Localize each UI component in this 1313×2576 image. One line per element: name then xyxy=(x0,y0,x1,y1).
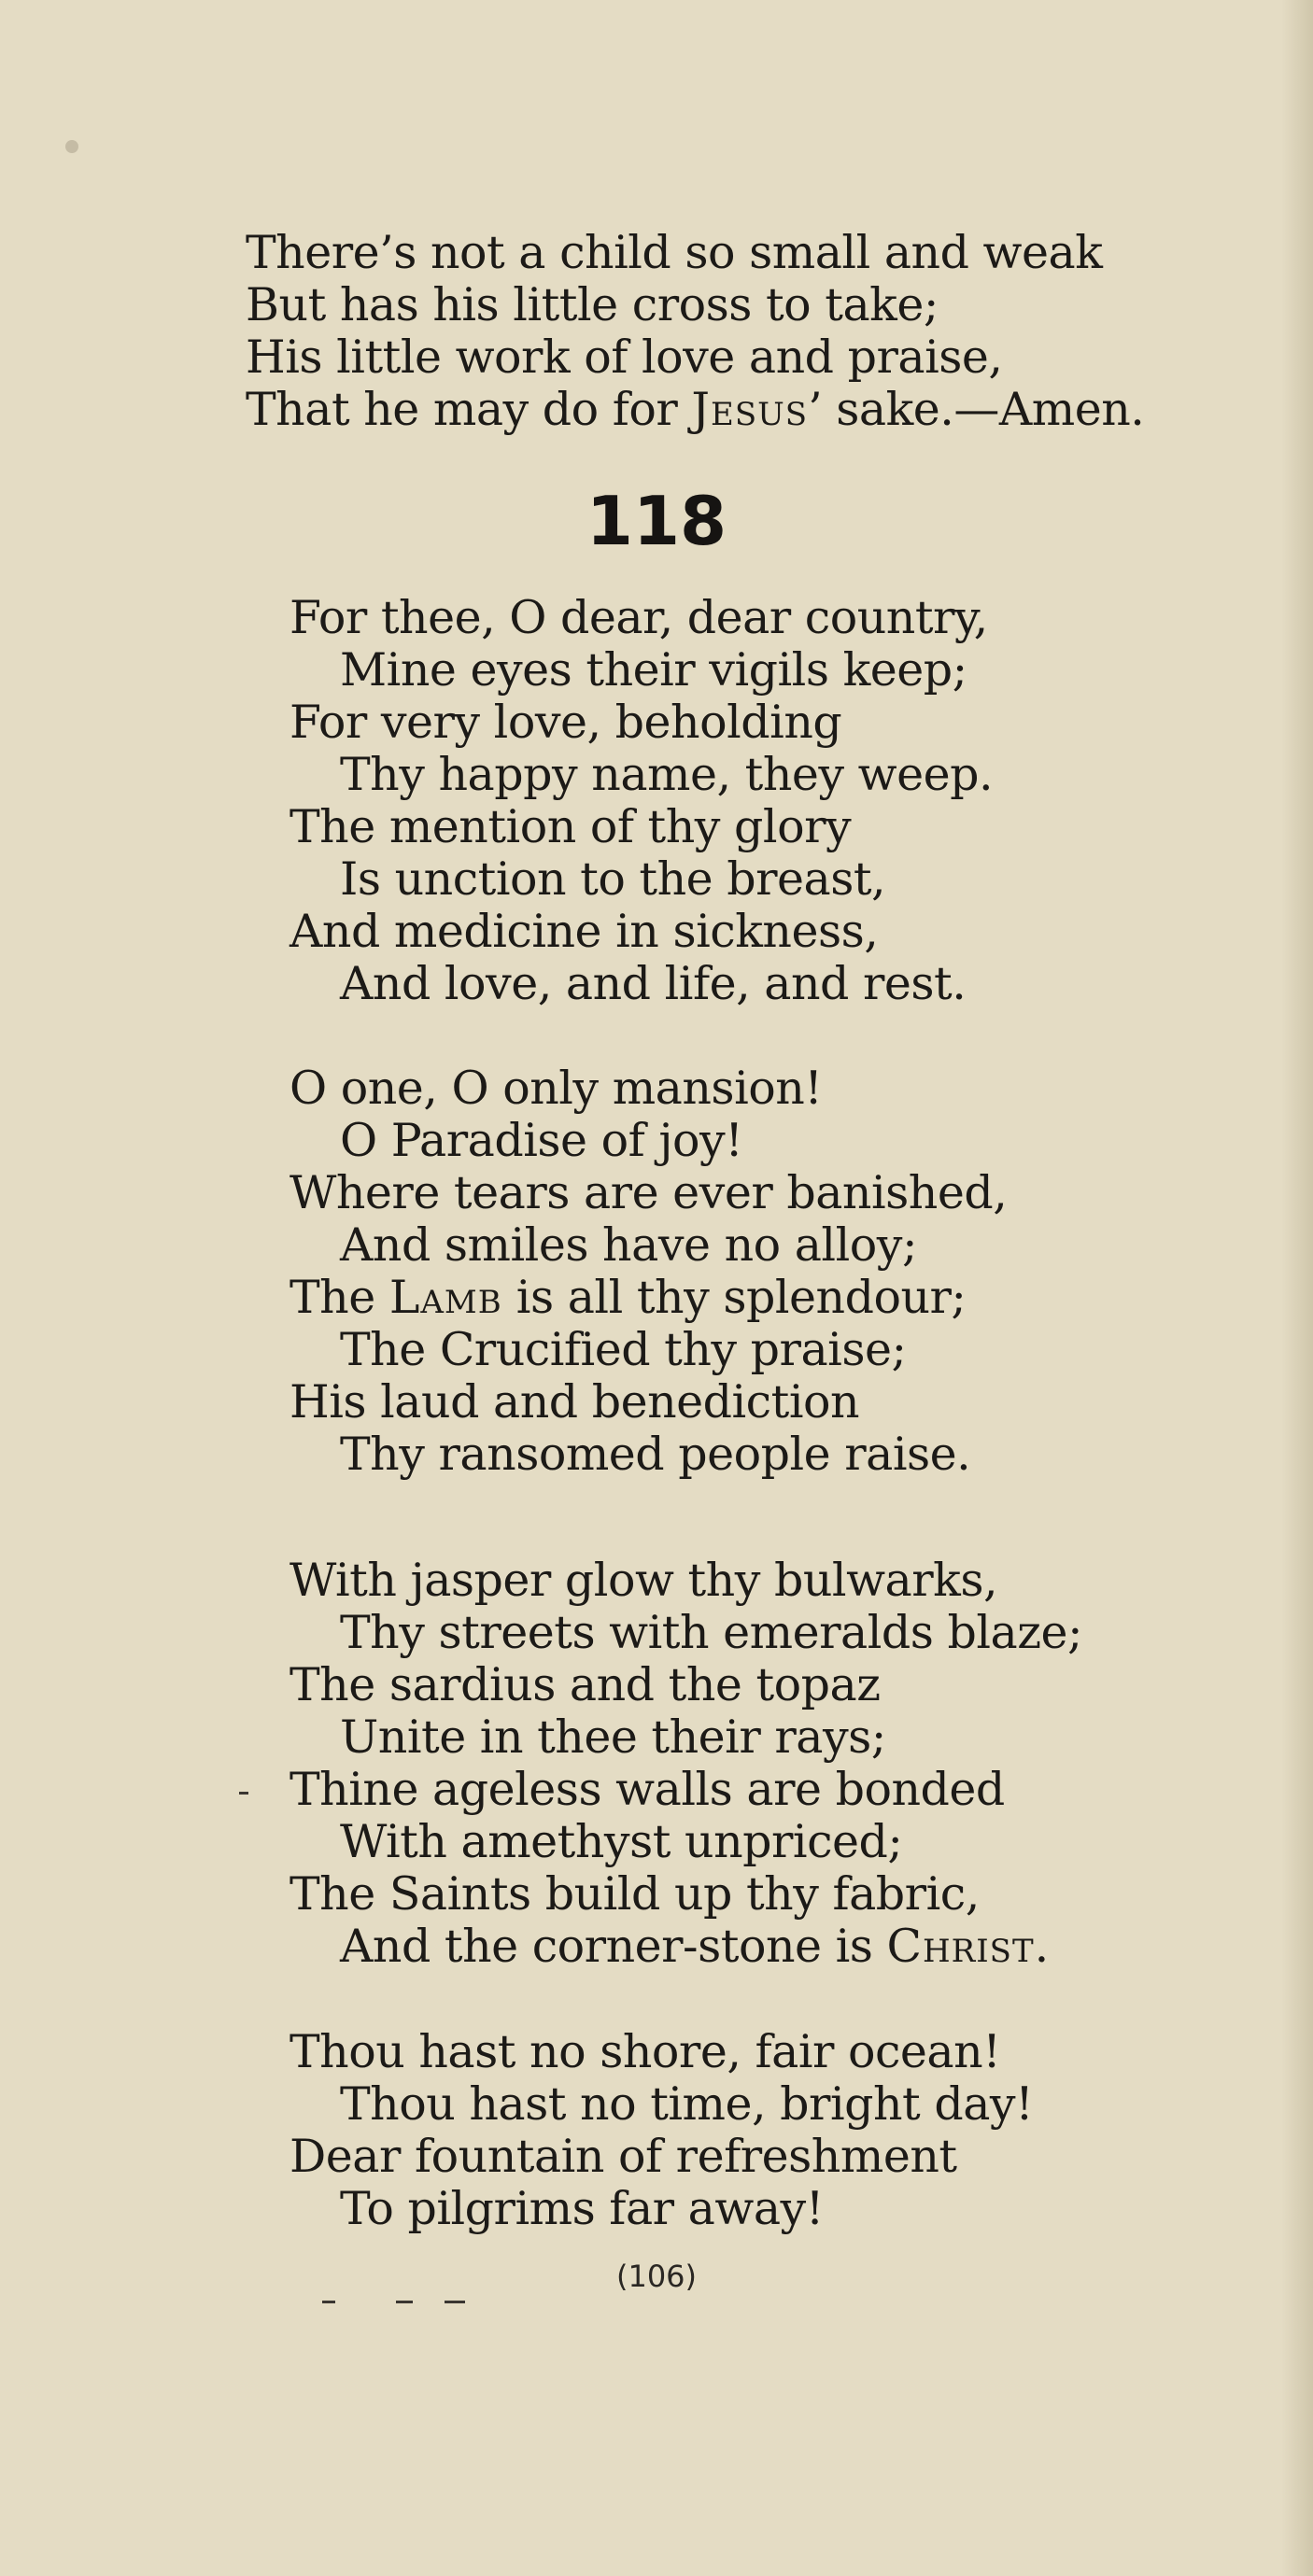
verse-line: Thy ransomed people raise. xyxy=(340,1428,971,1481)
verse-line: Thy happy name, they weep. xyxy=(340,748,994,801)
paper-smudge xyxy=(65,140,78,153)
verse-line-amen xyxy=(246,384,1144,436)
verse-line-lamb xyxy=(289,1272,966,1324)
verse-line: With jasper glow thy bulwarks, xyxy=(289,1554,998,1607)
verse-line: To pilgrims far away! xyxy=(340,2182,824,2235)
verse-line: Is unction to the breast, xyxy=(340,852,886,906)
divine-name-small-caps: Christ xyxy=(886,1920,1035,1973)
verse-line: His little work of love and praise, xyxy=(246,331,1003,384)
verse-line: But has his little cross to take; xyxy=(246,278,939,331)
verse-line: The Saints build up thy fabric, xyxy=(289,1867,980,1921)
verse-line: The mention of thy glory xyxy=(289,800,852,853)
verse-line: For very love, beholding xyxy=(289,696,842,749)
verse-line: Thy streets with emeralds blaze; xyxy=(340,1606,1083,1659)
verse-line: Unite in thee their rays; xyxy=(340,1710,886,1764)
verse-line: The sardius and the topaz xyxy=(289,1658,881,1711)
verse-line: O Paradise of joy! xyxy=(340,1114,743,1167)
verse-line: For thee, O dear, dear country, xyxy=(289,591,988,644)
verse-text: That he may do for xyxy=(246,383,692,436)
verse-text: The xyxy=(289,1271,389,1324)
printer-mark xyxy=(396,2301,413,2303)
verse-line: O one, O only mansion! xyxy=(289,1062,823,1115)
verse-line: There’s not a child so small and weak xyxy=(246,226,1103,279)
verse-line: And love, and life, and rest. xyxy=(340,957,967,1010)
margin-tick-mark xyxy=(239,1792,248,1795)
hymn-number: 118 xyxy=(586,482,727,560)
verse-line: Thine ageless walls are bonded xyxy=(289,1763,1005,1816)
verse-line: Dear fountain of refreshment xyxy=(289,2130,957,2183)
page-edge-shadow xyxy=(1281,0,1313,2576)
page-number: (106) xyxy=(615,2259,698,2294)
printer-mark xyxy=(445,2301,465,2303)
divine-name-small-caps: Lamb xyxy=(388,1271,502,1324)
verse-text: ’ sake.—Amen. xyxy=(808,383,1145,436)
verse-line-christ xyxy=(340,1921,1049,1973)
divine-name-small-caps: Jesus xyxy=(691,383,809,436)
verse-text: is all thy splendour; xyxy=(501,1271,967,1324)
verse-line: Mine eyes their vigils keep; xyxy=(340,643,967,697)
verse-line: And smiles have no alloy; xyxy=(340,1218,917,1272)
verse-line: The Crucified thy praise; xyxy=(340,1323,907,1376)
verse-line: Thou hast no shore, fair ocean! xyxy=(289,2025,1001,2078)
verse-text: And the corner-stone is xyxy=(340,1920,887,1973)
verse-line: His laud and benediction xyxy=(289,1375,860,1429)
printer-mark xyxy=(322,2301,335,2303)
verse-text: . xyxy=(1034,1920,1049,1973)
verse-line: And medicine in sickness, xyxy=(289,905,879,958)
verse-line: Where tears are ever banished, xyxy=(289,1166,1008,1219)
verse-line: Thou hast no time, bright day! xyxy=(340,2077,1034,2131)
verse-line: With amethyst unpriced; xyxy=(340,1815,903,1868)
